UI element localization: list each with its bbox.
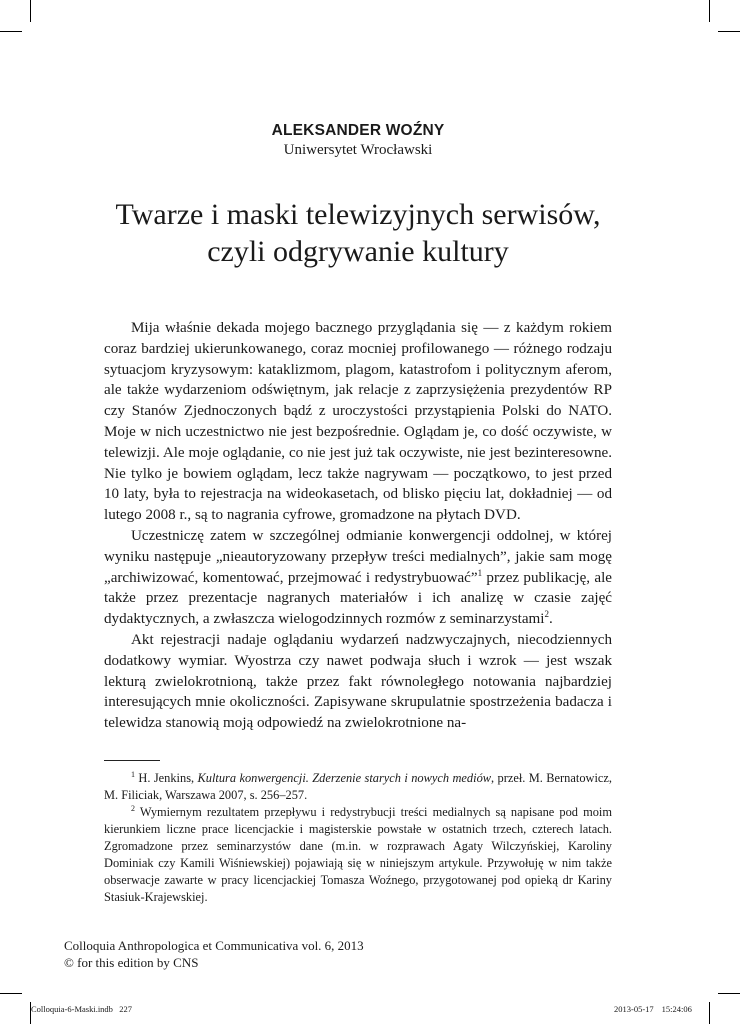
crop-mark [30,0,31,22]
crop-mark [709,1002,710,1024]
cited-title: Kultura konwergencji. Zderzenie starych i nowych mediów [197,771,492,785]
copyright-line: © for this edition by CNS [64,955,199,970]
journal-citation: Colloquia Anthropologica et Communicativa vol. 6, 2013 [64,938,364,953]
footnote-text: , przeł. M. Bernatowicz, M. Filiciak, Warszawa 2007, s. 256–257. [104,771,613,802]
article-title [0,196,716,270]
slug-date: 2013-05-17 [614,1004,654,1014]
paragraph [104,526,612,630]
paragraph-text: Uczestniczę zatem w szczególnej odmianie konwergencji oddolnej, w której wyniku następuje „nieautoryzowany przepływ treści medialnych”, jakie sam mogę „archiwizować, komentować, przejmować i redystrybuować” [104,527,612,586]
crop-mark [0,31,22,32]
footnote [104,770,612,804]
paragraph-text: . [548,611,553,628]
footnote-text: Wymiernym rezultatem przepływu i redystrybucji treści medialnych są napisane pod moim kierunkiem liczne prace licencjackie i magisterskie powstałe w ostatnich trzech, czterech latach. Zgromadzone przez seminarzystów dane (m.in. w rozprawach Agaty Wilczyńskiej, Karoliny Dominiak czy Kamili Wiśniewskiej) pojawiają się w niniejszym artykule. Przywołuję w nim także obserwacje zawarte w pracy licencjackiej Tomasza Woźnego, przygotowanej pod opieką dr Kariny Stasiuk-Krajewskiej. [104,805,612,904]
footnote-divider [104,760,160,761]
footnote-reference: 1 [477,567,483,578]
title-line: Twarze i maski telewizyjnych serwisów, [115,198,601,231]
footnote-text: H. Jenkins, [135,771,198,785]
footnote [104,804,612,906]
footnote-reference: 2 [544,609,549,620]
slug-time: 15:24:06 [661,1004,692,1014]
footnote-number: 2 [131,804,135,813]
author-name: ALEKSANDER WOŹNY [271,122,445,139]
article-body [104,318,612,734]
crop-mark [0,993,22,994]
title-line: czyli odgrywanie kultury [207,235,509,268]
crop-mark [718,31,740,32]
print-slug-file: Colloquia-6-Maski.indb 227 [31,1004,133,1014]
crop-mark [709,0,710,22]
print-slug-timestamp [614,1004,700,1014]
footnote-number: 1 [131,770,135,779]
paragraph: Akt rejestracji nadaje oglądaniu wydarzeń nadzwyczajnych, niecodziennych dodatkowy wymiar. Wyostrza czy nawet podwaja słuch i wzrok — jest wszak lekturą zwielokrotnioną, także przez fakt równoległego notowania najbardziej interesujących mnie okoliczności. Zapisywane skrupulatnie spostrzeżenia badacza i telewidza stanowią moją odpowiedź na zwielokrotnione na- [104,631,612,732]
paragraph: Mija właśnie dekada mojego bacznego przyglądania się — z każdym rokiem coraz bardziej ukierunkowanego, coraz mocniej profilowanego — różnego rodzaju sytuacjom kryzysowym: kataklizmom, plagom, katastrofom i politycznym aferom, ale także wydarzeniom odświętnym, jak relacje z zaprzysiężenia prezydentów RP czy Stanów Zjednoczonych bądź z uroczystości przystąpienia Polski do NATO. Moje w nich uczestnictwo nie jest bezpośrednie. Oglądam je, co dość oczywiste, w telewizji. Ale moje oglądanie, co nie jest już tak oczywiste, nie jest bezinteresowne. Nie tylko je bowiem oglądam, lecz także nagrywam — początkowo, to jest przed 10 laty, była to rejestracja na wideokasetach, od blisko pięciu lat, dokładniej — od lutego 2008 r., są to nagrania cyfrowe, gromadzone na płytach DVD. [104,320,612,524]
author-affiliation: Uniwersytet Wrocławski [283,142,433,158]
journal-footer [64,937,364,971]
paragraph-text: przez publikację, ale także przez prezentacje nagranych materiałów i ich analizę w czasie zajęć dydaktycznych, a zwłaszcza wielogodzinnych rozmów z seminarzystami [104,569,612,628]
footnotes [104,770,612,906]
crop-mark [718,993,740,994]
